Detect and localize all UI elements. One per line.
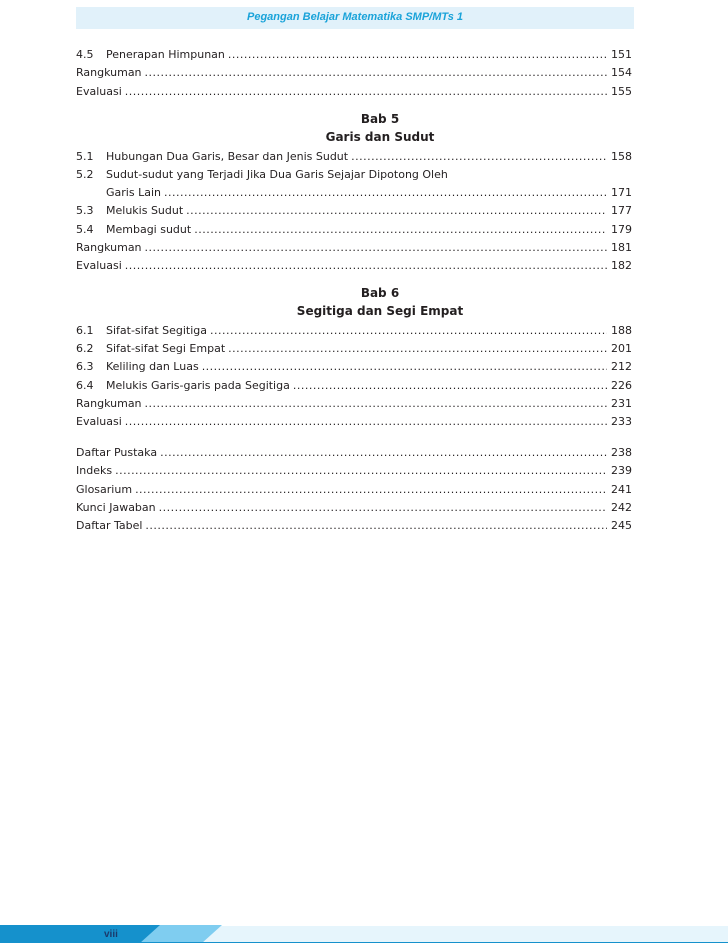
toc-entry-title: Sifat-sifat Segi Empat xyxy=(106,342,226,356)
page-number: viii xyxy=(104,929,118,940)
toc-entry[interactable] xyxy=(76,237,632,255)
toc-section-chapter-5 xyxy=(76,146,632,273)
toc-entry-title: Glosarium xyxy=(76,482,133,496)
toc-leader-dots xyxy=(145,241,607,255)
chapter-6-title: Segitiga dan Segi Empat xyxy=(296,303,464,318)
toc-section-chapter-6 xyxy=(76,320,632,429)
toc-entry-title: Hubungan Dua Garis, Besar dan Jenis Sudut xyxy=(106,149,349,163)
toc-entry-title: Daftar Pustaka xyxy=(76,446,158,460)
toc-entry-page: 188 xyxy=(611,324,632,338)
toc-entry[interactable] xyxy=(76,338,632,356)
toc-entry-title: Evaluasi xyxy=(76,84,122,98)
footer-dark-shape xyxy=(0,925,165,943)
toc-leader-dots xyxy=(159,501,607,515)
toc-leader-dots xyxy=(160,446,607,460)
toc-entry-title: Sudut-sudut yang Terjadi Jika Dua Garis Sejajar Dipotong Oleh xyxy=(106,167,448,181)
toc-entry-number: 6.3 xyxy=(76,360,94,374)
toc-leader-dots xyxy=(186,204,607,218)
toc-entry[interactable] xyxy=(76,182,632,200)
toc-entry-title: Keliling dan Luas xyxy=(106,360,199,374)
toc-entry-page: 154 xyxy=(611,66,632,80)
toc-entry-title: Melukis Garis-garis pada Segitiga xyxy=(106,378,290,392)
toc-entry-title: Rangkuman xyxy=(76,240,142,254)
toc-entry[interactable] xyxy=(76,515,632,533)
toc-entry-page: 151 xyxy=(611,48,632,62)
toc-leader-dots xyxy=(135,483,607,497)
toc-entry-page: 181 xyxy=(611,240,632,254)
table-of-contents xyxy=(76,44,632,533)
toc-entry-title: Daftar Tabel xyxy=(76,518,143,532)
toc-entry[interactable] xyxy=(76,44,632,62)
toc-entry[interactable] xyxy=(76,374,632,392)
toc-entry-title: Membagi sudut xyxy=(106,222,192,236)
toc-entry[interactable] xyxy=(76,460,632,478)
toc-leader-dots xyxy=(145,519,607,533)
toc-entry-page: 238 xyxy=(611,446,632,460)
toc-section-top xyxy=(76,44,632,99)
toc-entry-number: 5.1 xyxy=(76,149,94,163)
toc-entry[interactable] xyxy=(76,200,632,218)
toc-entry-page: 158 xyxy=(611,149,632,163)
toc-entry-title: Rangkuman xyxy=(76,66,142,80)
toc-entry-title: Evaluasi xyxy=(76,258,122,272)
toc-entry-number: 5.2 xyxy=(76,167,94,181)
toc-entry-page: 241 xyxy=(611,482,632,496)
toc-entry[interactable] xyxy=(76,393,632,411)
toc-entry-page: 226 xyxy=(611,378,632,392)
toc-leader-dots xyxy=(210,324,607,338)
toc-entry-page: 201 xyxy=(611,342,632,356)
toc-entry-number: 6.1 xyxy=(76,324,94,338)
toc-entry-page: 155 xyxy=(611,84,632,98)
toc-entry[interactable] xyxy=(76,411,632,429)
toc-leader-dots xyxy=(145,397,607,411)
running-header: Pegangan Belajar Matematika SMP/MTs 1 xyxy=(247,11,463,23)
toc-entry-page: 212 xyxy=(611,360,632,374)
toc-leader-dots xyxy=(202,360,607,374)
toc-entry[interactable] xyxy=(76,320,632,338)
toc-entry-page: 245 xyxy=(611,518,632,532)
toc-entry-page: 242 xyxy=(611,500,632,514)
toc-entry-number: 4.5 xyxy=(76,48,94,62)
chapter-5-label: Bab 5 xyxy=(360,111,400,126)
toc-leader-dots xyxy=(125,259,607,273)
toc-entry-page: 231 xyxy=(611,396,632,410)
toc-entry[interactable] xyxy=(76,62,632,80)
toc-leader-dots xyxy=(228,48,607,62)
toc-entry-page: 179 xyxy=(611,222,632,236)
toc-entry-number: 5.3 xyxy=(76,204,94,218)
toc-section-back-matter xyxy=(76,442,632,533)
toc-entry-title: Evaluasi xyxy=(76,415,122,428)
toc-entry[interactable] xyxy=(76,218,632,236)
toc-entry-number: 5.4 xyxy=(76,222,94,236)
toc-entry-title: Rangkuman xyxy=(76,396,142,410)
toc-leader-dots xyxy=(194,223,607,237)
toc-entry[interactable] xyxy=(76,478,632,496)
toc-entry-number: 6.2 xyxy=(76,342,94,356)
toc-entry[interactable] xyxy=(76,356,632,374)
toc-entry-page: 233 xyxy=(611,415,632,428)
toc-entry-page: 177 xyxy=(611,204,632,218)
toc-entry[interactable] xyxy=(76,442,632,460)
toc-leader-dots xyxy=(351,150,607,164)
toc-entry-page: 171 xyxy=(611,186,632,200)
toc-leader-dots xyxy=(293,379,607,393)
toc-entry-title: Kunci Jawaban xyxy=(76,500,156,514)
toc-entry[interactable] xyxy=(76,255,632,273)
chapter-5-title: Garis dan Sudut xyxy=(325,129,435,144)
toc-entry-title: Sifat-sifat Segitiga xyxy=(106,324,208,338)
toc-entry-title: Garis Lain xyxy=(106,186,161,200)
toc-entry[interactable] xyxy=(76,80,632,98)
toc-leader-dots xyxy=(145,66,607,80)
toc-entry-title: Indeks xyxy=(76,464,113,478)
toc-entry-number: 6.4 xyxy=(76,378,94,392)
toc-entry[interactable] xyxy=(76,146,632,164)
toc-entry[interactable] xyxy=(76,164,632,182)
toc-leader-dots xyxy=(125,415,607,429)
toc-entry-page: 239 xyxy=(611,464,632,478)
toc-entry-title: Penerapan Himpunan xyxy=(106,48,225,62)
chapter-6-label: Bab 6 xyxy=(360,285,400,300)
toc-leader-dots xyxy=(228,342,607,356)
toc-leader-dots xyxy=(164,186,607,200)
toc-entry[interactable] xyxy=(76,497,632,515)
toc-leader-dots xyxy=(115,464,607,478)
toc-entry-page: 182 xyxy=(611,258,632,272)
toc-leader-dots xyxy=(125,85,607,99)
toc-entry-title: Melukis Sudut xyxy=(106,204,184,218)
